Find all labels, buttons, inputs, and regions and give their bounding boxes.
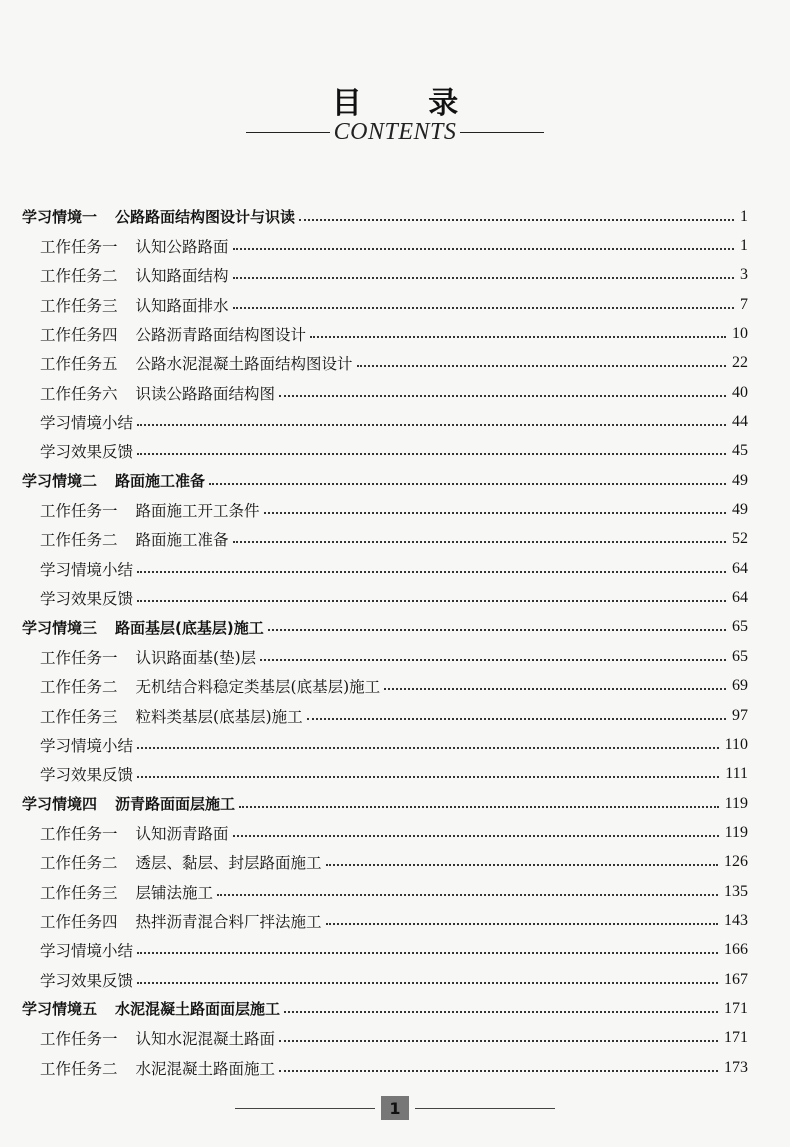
toc-entry-label — [40, 411, 133, 433]
toc-page-number: 22 — [732, 354, 748, 372]
toc-page-number: 167 — [724, 970, 748, 988]
toc-situation-row[interactable] — [0, 202, 790, 231]
subtitle-block — [0, 119, 790, 146]
toc-entry-prefix: 工作任务三 — [40, 883, 118, 902]
toc-leader-dots — [307, 718, 726, 720]
toc-summary-row[interactable] — [0, 554, 790, 583]
toc-leader-dots — [279, 395, 726, 397]
subtitle-right-rule — [460, 132, 544, 133]
toc-entry-prefix: 工作任务六 — [40, 384, 118, 403]
toc-situation-row[interactable] — [0, 466, 790, 495]
toc-task-row[interactable] — [0, 261, 790, 290]
toc-leader-dots — [217, 894, 718, 896]
toc-leader-dots — [233, 541, 726, 543]
toc-entry-label — [40, 822, 229, 844]
toc-task-row[interactable] — [0, 672, 790, 701]
toc-entry-title: 学习情境小结 — [40, 736, 134, 755]
toc-entry-label — [40, 1027, 275, 1049]
toc-page-number: 171 — [724, 1029, 748, 1047]
toc-entry-title: 识读公路路面结构图 — [135, 384, 276, 403]
toc-task-row[interactable] — [0, 231, 790, 260]
toc-page-number: 97 — [732, 706, 748, 724]
toc-entry-prefix: 工作任务二 — [40, 854, 118, 873]
toc-entry-label — [40, 352, 353, 374]
toc-entry-label — [40, 851, 322, 873]
toc-entry-title: 沥青路面面层施工 — [115, 795, 236, 814]
toc-page-number: 40 — [732, 383, 748, 401]
toc-page-number: 111 — [725, 765, 748, 783]
toc-task-row[interactable] — [0, 877, 790, 906]
toc-entry-prefix: 工作任务四 — [40, 912, 118, 931]
toc-leader-dots — [284, 1011, 718, 1013]
toc-leader-dots — [137, 982, 718, 984]
toc-leader-dots — [233, 835, 719, 837]
toc-entry-title: 热拌沥青混合料厂拌法施工 — [135, 912, 322, 931]
toc-entry-label — [40, 323, 306, 345]
toc-leader-dots — [239, 806, 719, 808]
toc-page-number: 171 — [724, 999, 748, 1017]
toc-leader-dots — [137, 453, 726, 455]
toc-leader-dots — [326, 864, 718, 866]
toc-entry-title: 学习效果反馈 — [40, 766, 134, 785]
toc-entry-label — [40, 382, 275, 404]
toc-situation-row[interactable] — [0, 994, 790, 1023]
toc-leader-dots — [384, 688, 726, 690]
toc-entry-label — [40, 440, 133, 462]
toc-leader-dots — [233, 277, 734, 279]
toc-entry-prefix: 学习情境一 — [22, 208, 98, 227]
toc-entry-label — [40, 910, 322, 932]
toc-entry-label — [40, 763, 133, 785]
toc-entry-title: 水泥混凝土路面施工 — [135, 1059, 276, 1078]
toc-entry-title: 水泥混凝土路面面层施工 — [115, 1000, 281, 1019]
toc-page-number: 143 — [724, 911, 748, 929]
toc-leader-dots — [279, 1040, 718, 1042]
toc-entry-title: 无机结合料稳定类基层(底基层)施工 — [135, 678, 381, 697]
toc-page-number: 69 — [732, 677, 748, 695]
toc-entry-prefix: 学习情境四 — [22, 795, 98, 814]
toc-entry-title: 路面施工开工条件 — [135, 502, 260, 521]
toc-entry-title: 认知路面排水 — [135, 296, 229, 315]
toc-entry-title: 公路水泥混凝土路面结构图设计 — [135, 355, 353, 374]
toc-entry-prefix: 工作任务三 — [40, 296, 118, 315]
toc-entry-prefix: 工作任务一 — [40, 1030, 118, 1049]
toc-entry-prefix: 工作任务四 — [40, 326, 118, 345]
toc-entry-prefix: 工作任务二 — [40, 267, 118, 286]
toc-entry-prefix: 学习情境五 — [22, 1000, 98, 1019]
toc-leader-dots — [299, 219, 734, 221]
toc-entry-prefix: 工作任务二 — [40, 1059, 118, 1078]
footer-left-rule — [235, 1108, 375, 1109]
toc-entry-title: 层铺法施工 — [135, 883, 214, 902]
table-of-contents — [0, 202, 790, 1082]
toc-task-row[interactable] — [0, 701, 790, 730]
toc-page-number: 173 — [724, 1058, 748, 1076]
toc-situation-row[interactable] — [0, 613, 790, 642]
toc-leader-dots — [268, 629, 726, 631]
toc-page-number: 135 — [724, 882, 748, 900]
toc-entry-label — [22, 206, 295, 227]
toc-task-row[interactable] — [0, 848, 790, 877]
toc-task-row[interactable] — [0, 525, 790, 554]
toc-entry-prefix: 工作任务三 — [40, 707, 118, 726]
toc-entry-title: 认识路面基(垫)层 — [135, 648, 257, 667]
toc-leader-dots — [233, 248, 734, 250]
toc-entry-label — [40, 646, 256, 668]
page-footer — [0, 1096, 790, 1120]
toc-task-row[interactable] — [0, 1053, 790, 1082]
toc-leader-dots — [326, 923, 718, 925]
toc-leader-dots — [233, 307, 734, 309]
toc-entry-label — [40, 1057, 275, 1079]
toc-entry-label — [40, 705, 303, 727]
toc-page-number: 49 — [732, 471, 748, 489]
toc-entry-prefix: 工作任务二 — [40, 531, 118, 550]
toc-task-row[interactable] — [0, 349, 790, 378]
toc-summary-row[interactable] — [0, 730, 790, 759]
toc-page-number: 1 — [740, 237, 748, 255]
toc-leader-dots — [310, 336, 726, 338]
toc-entry-prefix: 工作任务一 — [40, 502, 118, 521]
toc-entry-label — [40, 734, 133, 756]
toc-summary-row[interactable] — [0, 407, 790, 436]
toc-page-number: 10 — [732, 325, 748, 343]
toc-entry-title: 公路沥青路面结构图设计 — [135, 326, 307, 345]
toc-task-row[interactable] — [0, 495, 790, 524]
toc-leader-dots — [137, 776, 719, 778]
toc-entry-label — [40, 499, 260, 521]
toc-entry-label — [40, 939, 133, 961]
toc-entry-label — [40, 587, 133, 609]
subtitle-left-rule — [246, 132, 330, 133]
toc-page-number: 64 — [732, 559, 748, 577]
toc-entry-title: 公路路面结构图设计与识读 — [115, 208, 296, 227]
toc-leader-dots — [260, 659, 726, 661]
toc-page-number: 64 — [732, 589, 748, 607]
toc-entry-title: 粒料类基层(底基层)施工 — [135, 707, 303, 726]
toc-leader-dots — [137, 424, 726, 426]
toc-summary-row[interactable] — [0, 760, 790, 789]
toc-entry-title: 认知路面结构 — [135, 267, 229, 286]
toc-task-row[interactable] — [0, 818, 790, 847]
page-title: 目 录 — [331, 86, 487, 121]
toc-page-number: 110 — [724, 735, 748, 753]
toc-entry-prefix: 学习情境三 — [22, 618, 98, 637]
toc-page-number: 65 — [732, 647, 748, 665]
toc-page-number: 3 — [740, 266, 748, 284]
toc-summary-row[interactable] — [0, 437, 790, 466]
toc-entry-title: 学习情境小结 — [40, 560, 134, 579]
toc-entry-title: 学习效果反馈 — [40, 971, 134, 990]
toc-entry-label — [40, 969, 133, 991]
toc-entry-title: 路面施工准备 — [135, 531, 229, 550]
toc-leader-dots — [137, 747, 719, 749]
toc-page-number: 119 — [724, 823, 748, 841]
toc-entry-label — [40, 235, 229, 257]
toc-entry-prefix: 工作任务一 — [40, 648, 118, 667]
toc-page-number: 1 — [740, 207, 748, 225]
toc-entry-title: 认知沥青路面 — [135, 824, 229, 843]
toc-page-number: 166 — [724, 941, 748, 959]
footer-right-rule — [415, 1108, 555, 1109]
toc-page-number: 126 — [724, 853, 748, 871]
toc-leader-dots — [137, 571, 726, 573]
toc-entry-title: 学习情境小结 — [40, 942, 134, 961]
toc-summary-row[interactable] — [0, 936, 790, 965]
toc-entry-prefix: 工作任务五 — [40, 355, 118, 374]
toc-task-row[interactable] — [0, 378, 790, 407]
toc-summary-row[interactable] — [0, 583, 790, 612]
toc-situation-row[interactable] — [0, 789, 790, 818]
toc-entry-title: 学习情境小结 — [40, 414, 134, 433]
toc-entry-label — [22, 998, 280, 1019]
toc-task-row[interactable] — [0, 906, 790, 935]
toc-entry-title: 路面施工准备 — [115, 472, 206, 491]
toc-leader-dots — [209, 483, 726, 485]
toc-task-row[interactable] — [0, 290, 790, 319]
toc-entry-title: 透层、黏层、封层路面施工 — [135, 854, 322, 873]
toc-entry-label — [40, 528, 229, 550]
toc-entry-label — [40, 675, 380, 697]
toc-entry-label — [40, 881, 213, 903]
toc-entry-title: 认知公路路面 — [135, 238, 229, 257]
toc-page-number: 7 — [740, 295, 748, 313]
toc-entry-prefix: 工作任务一 — [40, 238, 118, 257]
toc-leader-dots — [264, 512, 726, 514]
toc-entry-label — [22, 617, 264, 638]
toc-summary-row[interactable] — [0, 965, 790, 994]
page-number: 1 — [381, 1096, 409, 1120]
toc-page-number: 49 — [732, 501, 748, 519]
page-subtitle: CONTENTS — [333, 119, 457, 145]
toc-leader-dots — [137, 600, 726, 602]
toc-entry-title: 认知水泥混凝土路面 — [135, 1030, 276, 1049]
toc-leader-dots — [137, 952, 718, 954]
toc-entry-title: 学习效果反馈 — [40, 590, 134, 609]
toc-entry-title: 路面基层(底基层)施工 — [115, 618, 264, 637]
toc-page-number: 65 — [732, 618, 748, 636]
toc-entry-label — [40, 294, 229, 316]
toc-entry-label — [22, 793, 235, 814]
toc-task-row[interactable] — [0, 319, 790, 348]
toc-entry-prefix: 学习情境二 — [22, 472, 98, 491]
toc-page-number: 44 — [732, 413, 748, 431]
toc-task-row[interactable] — [0, 1024, 790, 1053]
toc-page-number: 52 — [732, 530, 748, 548]
toc-entry-label — [40, 558, 133, 580]
toc-entry-label — [22, 470, 205, 491]
toc-leader-dots — [357, 365, 726, 367]
toc-entry-label — [40, 264, 229, 286]
toc-task-row[interactable] — [0, 642, 790, 671]
toc-page-number: 45 — [732, 442, 748, 460]
toc-entry-title: 学习效果反馈 — [40, 443, 134, 462]
toc-page-number: 119 — [724, 794, 748, 812]
toc-leader-dots — [279, 1070, 718, 1072]
toc-entry-prefix: 工作任务二 — [40, 678, 118, 697]
toc-entry-prefix: 工作任务一 — [40, 824, 118, 843]
